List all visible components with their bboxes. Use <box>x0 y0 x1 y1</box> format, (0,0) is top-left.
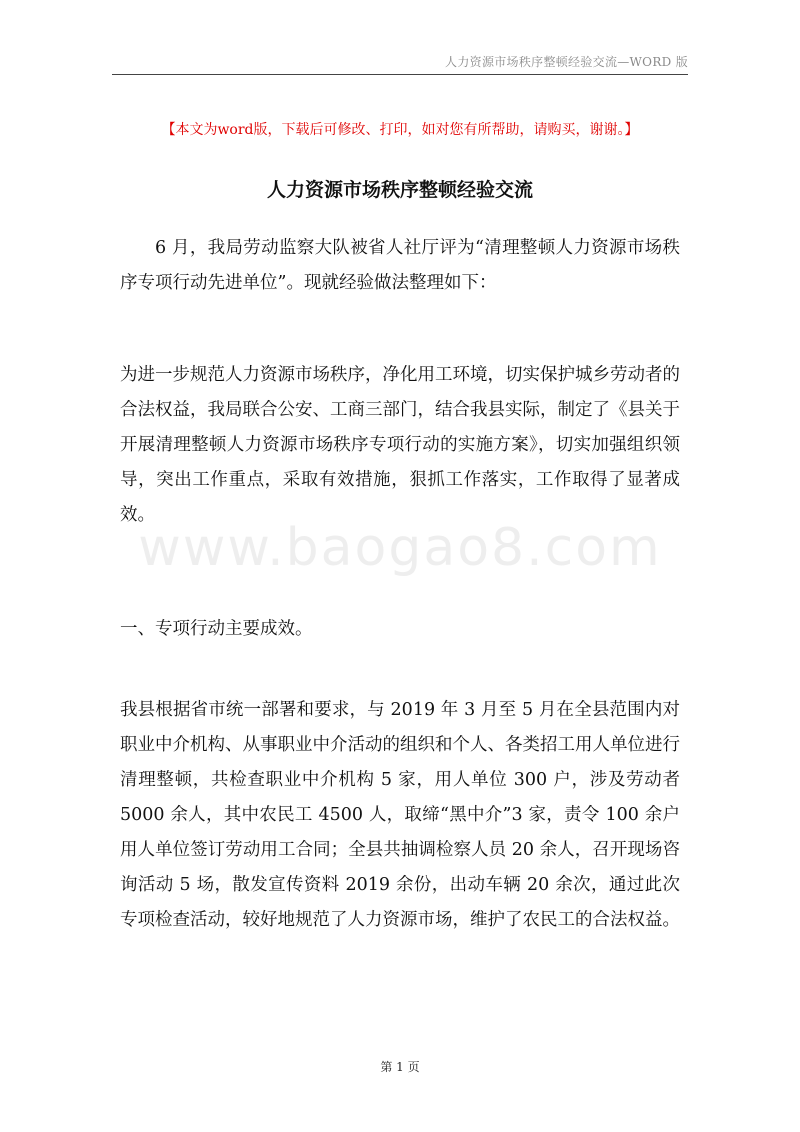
page-number: 第 1 页 <box>380 1060 420 1074</box>
paragraph-intro: 6 月，我局劳动监察大队被省人社厅评为“清理整顿人力资源市场秩序专项行动先进单位”。现就经验做法整理如下： <box>120 238 680 293</box>
document-title: 人力资源市场秩序整顿经验交流 <box>266 179 533 201</box>
watermark-text: www.baogao8.com <box>138 518 662 578</box>
download-notice: 【本文为word版，下载后可修改、打印，如对您有所帮助，请购买，谢谢。】 <box>161 122 639 138</box>
header-divider <box>112 74 688 75</box>
running-header: 人力资源市场秩序整顿经验交流—WORD 版 <box>445 55 688 69</box>
section-heading-1: 一、专项行动主要成效。 <box>120 619 313 639</box>
paragraph-background: 为进一步规范人力资源市场秩序，净化用工环境，切实保护城乡劳动者的合法权益，我局联合公安、工商三部门，结合我县实际，制定了《县关于开展清理整顿人力资源市场秩序专项行动的实施方案》，切实加强组织领导，突出工作重点，采取有效措施，狠抓工作落实，工作取得了显著成效。 <box>120 365 680 525</box>
paragraph-results: 我县根据省市统一部署和要求，与 2019 年 3 月至 5 月在全县范围内对职业中介机构、从事职业中介活动的组织和个人、各类招工用人单位进行清理整顿，共检查职业中介机构 5 家，用人单位 300 户，涉及劳动者 5000 余人，其中农民工 4500 人，取缔“黑中介”3 家，责令 100 余户用人单位签订劳动用工合同；全县共抽调检察人员 20 余人，召开现场咨询活动 5 场，散发宣传资料 2019 余份，出动车辆 20 余次，通过此次专项检查活动，较好地规范了人力资源市场，维护了农民工的合法权益。 <box>120 700 680 930</box>
